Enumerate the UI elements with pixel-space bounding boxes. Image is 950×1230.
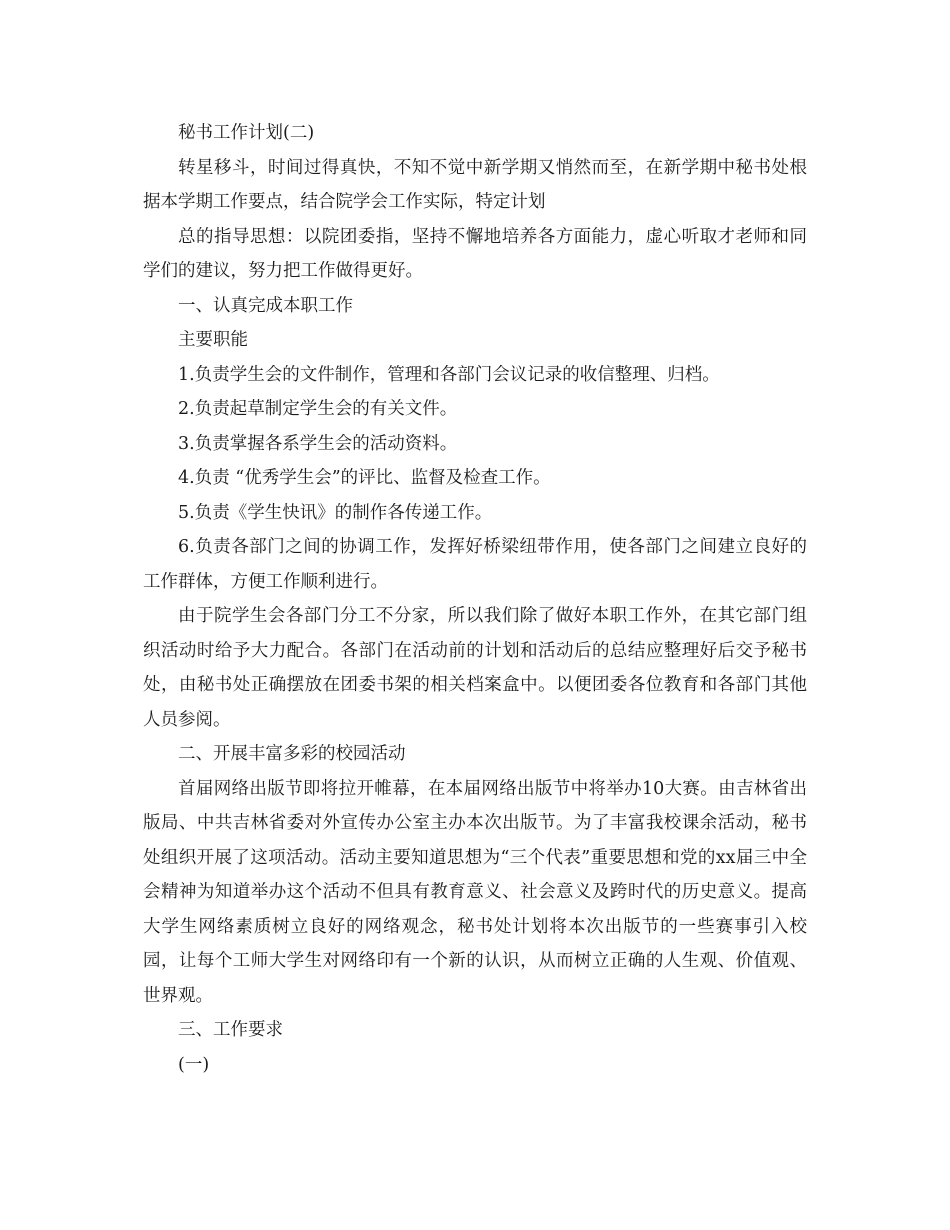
- subheading-main-functions: 主要职能: [178, 330, 248, 350]
- paragraph-cooperation: 由于院学生会各部门分工不分家，所以我们除了做好本职工作外，在其它部门组织活动时给予大力配合。各部门在活动前的计划和活动后的总结应整理好后交予秘书处，由秘书处正确摆放在团委书架的相关档案盒中。以便团委各位教育和各部门其他人员参阅。: [143, 606, 807, 730]
- list-item-6: 6.负责各部门之间的协调工作，发挥好桥梁纽带作用，使各部门之间建立良好的工作群体，方便工作顺利进行。: [143, 537, 807, 592]
- list-item-4: 4.负责 “优秀学生会”的评比、监督及检查工作。: [178, 468, 551, 488]
- list-item-3: 3.负责掌握各系学生会的活动资料。: [178, 433, 458, 454]
- paragraph-intro: 转星移斗，时间过得真快，不知不觉中新学期又悄然而至，在新学期中秘书处根据本学期工作要点，结合院学会工作实际，特定计划: [143, 157, 807, 212]
- document-body: [143, 116, 807, 1082]
- section-heading-1: 一、认真完成本职工作: [178, 295, 353, 316]
- section-heading-3: 三、工作要求: [178, 1020, 283, 1040]
- document-title: 秘书工作计划(二): [178, 123, 315, 143]
- subsection-marker: (一): [178, 1054, 210, 1075]
- list-item-1: 1.负责学生会的文件制作，管理和各部门会议记录的收信整理、归档。: [178, 364, 720, 385]
- paragraph-network-festival: 首届网络出版节即将拉开帷幕，在本届网络出版节中将举办10大赛。由吉林省出版局、中共吉林省委对外宣传办公室主办本次出版节。为了丰富我校课余活动，秘书处组织开展了这项活动。活动主要知道思想为“三个代表”重要思想和党的xx届三中全会精神为知道举办这个活动不但具有教育意义、社会意义及跨时代的历史意义。提高大学生网络素质树立良好的网络观念，秘书处计划将本次出版节的一些赛事引入校园，让每个工师大学生对网络印有一个新的认识，从而树立正确的人生观、价值观、世界观。: [143, 778, 807, 1006]
- list-item-5: 5.负责《学生快讯》的制作各传递工作。: [178, 502, 493, 523]
- paragraph-guiding-thought: 总的指导思想：以院团委指，坚持不懈地培养各方面能力，虚心听取才老师和同学们的建议，努力把工作做得更好。: [143, 226, 807, 281]
- section-heading-2: 二、开展丰富多彩的校园活动: [178, 744, 406, 764]
- list-item-2: 2.负责起草制定学生会的有关文件。: [178, 399, 458, 419]
